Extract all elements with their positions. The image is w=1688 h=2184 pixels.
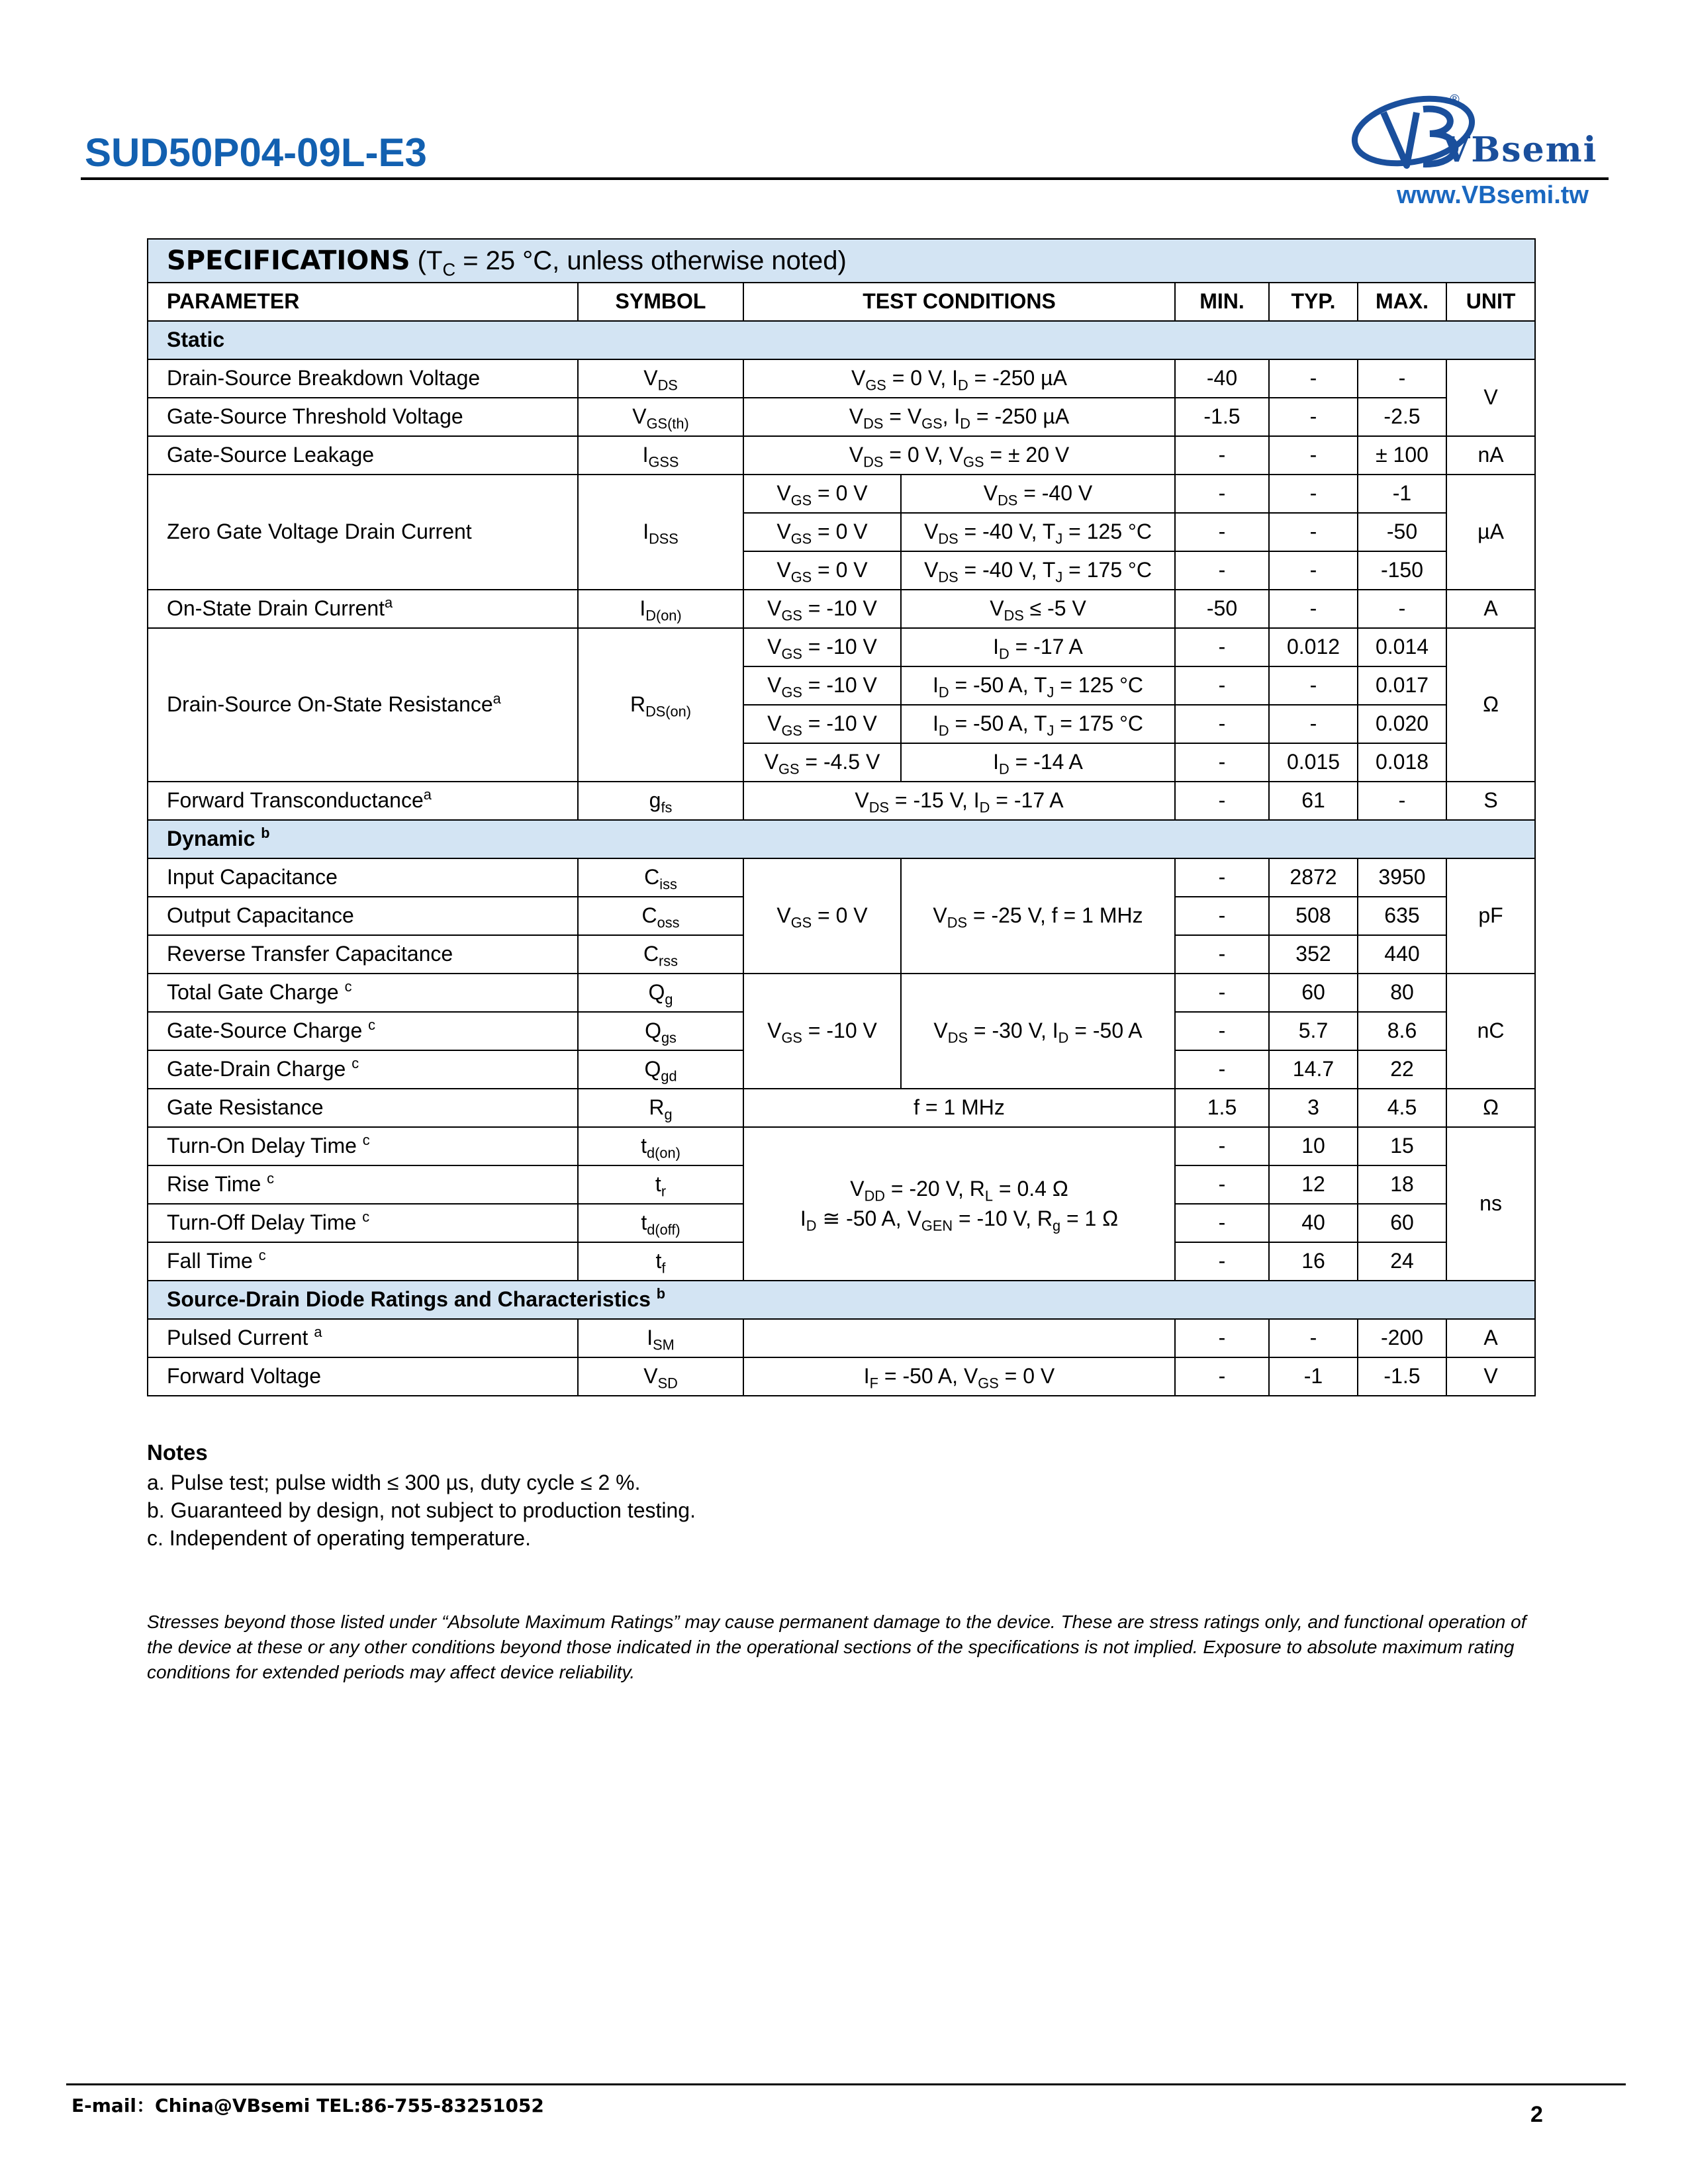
min-tdon: - (1175, 1127, 1269, 1165)
min-rdson-4: - (1175, 743, 1269, 782)
max-tr: 18 (1358, 1165, 1446, 1204)
cond-idss-vds-2: $V_{DS} = -40$ V, $T_J = 125$ °C (901, 513, 1175, 551)
max-igss: ± 100 (1358, 436, 1446, 475)
cond-rdson-id-2: $I_D = -50$ A, $T_J = 125$ °C (901, 666, 1175, 705)
symbol-gfs: $g_{fs}$ (578, 782, 743, 820)
max-tf: 24 (1358, 1242, 1446, 1281)
max-gfs: - (1358, 782, 1446, 820)
typ-ism: - (1269, 1319, 1358, 1357)
param-crss: Reverse Transfer Capacitance (148, 935, 578, 974)
typ-tf: 16 (1269, 1242, 1358, 1281)
table-title-bold: SPECIFICATIONS (167, 246, 410, 276)
param-coss: Output Capacitance (148, 897, 578, 935)
section-static (148, 321, 1535, 359)
logo-text: VBsemi (1443, 130, 1598, 170)
typ-tr: 12 (1269, 1165, 1358, 1204)
table-row (148, 436, 1535, 475)
cond-cap-vds: $V_{DS} = -25$ V, f = 1 MHz (901, 858, 1175, 974)
table-row (148, 590, 1535, 628)
typ-ciss: 2872 (1269, 858, 1358, 897)
max-idss-1: -1 (1358, 475, 1446, 513)
min-coss: - (1175, 897, 1269, 935)
typ-tdoff: 40 (1269, 1204, 1358, 1242)
min-idss-1: - (1175, 475, 1269, 513)
typ-coss: 508 (1269, 897, 1358, 935)
max-qg: 80 (1358, 974, 1446, 1012)
min-ism: - (1175, 1319, 1269, 1357)
cond-rdson-vgs-1: $V_{GS} = -10$ V (743, 628, 901, 666)
symbol-rg: $R_g$ (578, 1089, 743, 1127)
param-igss: Gate-Source Leakage (148, 436, 578, 475)
typ-idss-2: - (1269, 513, 1358, 551)
unit-igss: nA (1446, 436, 1535, 475)
max-rdson-1: 0.014 (1358, 628, 1446, 666)
typ-igss: - (1269, 436, 1358, 475)
section-diode (148, 1281, 1535, 1319)
section-diode-label: Source-Drain Diode Ratings and Characteristics $^b$ (148, 1281, 1535, 1319)
cond-rdson-id-3: $I_D = -50$ A, $T_J = 175$ °C (901, 705, 1175, 743)
max-ciss: 3950 (1358, 858, 1446, 897)
note-b: b. Guaranteed by design, not subject to production testing. (147, 1498, 696, 1522)
max-vsd: -1.5 (1358, 1357, 1446, 1396)
cond-idon-vds: $V_{DS} \le -5$ V (901, 590, 1175, 628)
table-row (148, 628, 1535, 666)
max-rg: 4.5 (1358, 1089, 1446, 1127)
table-row (148, 974, 1535, 1012)
symbol-igss: $I_{GSS}$ (578, 436, 743, 475)
unit-vsd: V (1446, 1357, 1535, 1396)
typ-bvdss: - (1269, 359, 1358, 398)
unit-idon: A (1446, 590, 1535, 628)
disclaimer-text: Stresses beyond those listed under “Absolute Maximum Ratings” may cause permanent damage to the device. These are stress ratings only, and functional operation of the device at these or any other conditions beyond those indicated in the operational sections of the specifications is not implied. Exposure to absolute maximum rating conditions for extended periods may affect device reliability. (147, 1612, 1526, 1682)
unit-rg: Ω (1446, 1089, 1535, 1127)
max-ism: -200 (1358, 1319, 1446, 1357)
part-number-title: SUD50P04-09L-E3 (85, 130, 427, 175)
param-tdon: Turn-On Delay Time $^c$ (148, 1127, 578, 1165)
cond-idss-vgs-2: $V_{GS} = 0$ V (743, 513, 901, 551)
min-vsd: - (1175, 1357, 1269, 1396)
typ-vsd: -1 (1269, 1357, 1358, 1396)
table-title-text-post: = 25 °C, unless otherwise noted) (455, 246, 847, 275)
registered-mark: ® (1450, 93, 1460, 107)
min-tr: - (1175, 1165, 1269, 1204)
unit-charge: nC (1446, 974, 1535, 1089)
table-row (148, 1357, 1535, 1396)
param-idon: On-State Drain Current$^a$ (148, 590, 578, 628)
max-idss-2: -50 (1358, 513, 1446, 551)
cond-igss: $V_{DS} = 0$ V, $V_{GS}$ = ± 20 V (743, 436, 1175, 475)
min-ciss: - (1175, 858, 1269, 897)
max-vgsth: -2.5 (1358, 398, 1446, 436)
symbol-idss: $I_{DSS}$ (578, 475, 743, 590)
typ-vgsth: - (1269, 398, 1358, 436)
table-title-row (148, 239, 1535, 283)
cond-idss-vgs-1: $V_{GS} = 0$ V (743, 475, 901, 513)
cond-qg-vgs: $V_{GS} = -10$ V (743, 974, 901, 1089)
cond-ism (743, 1319, 1175, 1357)
section-dynamic-label: Dynamic $^b$ (148, 820, 1535, 858)
unit-gfs: S (1446, 782, 1535, 820)
typ-rdson-1: 0.012 (1269, 628, 1358, 666)
min-tdoff: - (1175, 1204, 1269, 1242)
col-test-conditions: TEST CONDITIONS (743, 283, 1175, 321)
cond-rg: f = 1 MHz (743, 1089, 1175, 1127)
param-bvdss: Drain-Source Breakdown Voltage (148, 359, 578, 398)
cond-qg-vds: $V_{DS} = -30$ V, $I_D = -50$ A (901, 974, 1175, 1089)
symbol-rdson: $R_{DS(on)}$ (578, 628, 743, 782)
cond-vgsth: $V_{DS} = V_{GS}$, $I_D = -250$ µA (743, 398, 1175, 436)
min-rg: 1.5 (1175, 1089, 1269, 1127)
param-tf: Fall Time $^c$ (148, 1242, 578, 1281)
unit-time: ns (1446, 1127, 1535, 1281)
typ-rdson-3: - (1269, 705, 1358, 743)
max-idss-3: -150 (1358, 551, 1446, 590)
cond-gfs: $V_{DS} = -15$ V, $I_D = -17$ A (743, 782, 1175, 820)
min-gfs: - (1175, 782, 1269, 820)
symbol-tr: $t_r$ (578, 1165, 743, 1204)
table-title-sub: C (442, 259, 456, 280)
min-idss-3: - (1175, 551, 1269, 590)
typ-crss: 352 (1269, 935, 1358, 974)
min-idon: -50 (1175, 590, 1269, 628)
notes-title: Notes (147, 1440, 208, 1465)
typ-rdson-2: - (1269, 666, 1358, 705)
table-row (148, 359, 1535, 398)
max-tdon: 15 (1358, 1127, 1446, 1165)
typ-gfs: 61 (1269, 782, 1358, 820)
footer-contact: E-mail：China@VBsemi TEL:86-755-83251052 (71, 2095, 544, 2116)
cond-idss-vgs-3: $V_{GS} = 0$ V (743, 551, 901, 590)
typ-tdon: 10 (1269, 1127, 1358, 1165)
min-tf: - (1175, 1242, 1269, 1281)
col-max: MAX. (1358, 283, 1446, 321)
typ-idss-1: - (1269, 475, 1358, 513)
cond-cap-vgs: $V_{GS} = 0$ V (743, 858, 901, 974)
param-rg: Gate Resistance (148, 1089, 578, 1127)
column-header-row (148, 283, 1535, 321)
max-coss: 635 (1358, 897, 1446, 935)
param-vgsth: Gate-Source Threshold Voltage (148, 398, 578, 436)
symbol-qg: $Q_g$ (578, 974, 743, 1012)
min-crss: - (1175, 935, 1269, 974)
typ-qg: 60 (1269, 974, 1358, 1012)
max-idon: - (1358, 590, 1446, 628)
min-rdson-2: - (1175, 666, 1269, 705)
col-symbol: SYMBOL (578, 283, 743, 321)
col-parameter: PARAMETER (148, 283, 578, 321)
symbol-idon: $I_{D(on)}$ (578, 590, 743, 628)
param-ism: Pulsed Current $^a$ (148, 1319, 578, 1357)
max-rdson-4: 0.018 (1358, 743, 1446, 782)
unit-ism: A (1446, 1319, 1535, 1357)
cond-idss-vds-1: $V_{DS} = -40$ V (901, 475, 1175, 513)
typ-qgs: 5.7 (1269, 1012, 1358, 1050)
symbol-vds: $V_{DS}$ (578, 359, 743, 398)
cond-bvdss: $V_{GS} = 0$ V, $I_D = -250$ µA (743, 359, 1175, 398)
param-qgd: Gate-Drain Charge $^c$ (148, 1050, 578, 1089)
min-rdson-3: - (1175, 705, 1269, 743)
max-rdson-2: 0.017 (1358, 666, 1446, 705)
symbol-crss: $C_{rss}$ (578, 935, 743, 974)
typ-rg: 3 (1269, 1089, 1358, 1127)
table-row (148, 782, 1535, 820)
symbol-ism: $I_{SM}$ (578, 1319, 743, 1357)
min-idss-2: - (1175, 513, 1269, 551)
symbol-tdon: $t_{d(on)}$ (578, 1127, 743, 1165)
unit-rdson: Ω (1446, 628, 1535, 782)
min-igss: - (1175, 436, 1269, 475)
min-bvdss: -40 (1175, 359, 1269, 398)
table-row (148, 1127, 1535, 1165)
website-link[interactable]: www.VBsemi.tw (1397, 181, 1589, 209)
cond-idon-vgs: $V_{GS} = -10$ V (743, 590, 901, 628)
cond-vsd: $I_F = -50$ A, $V_{GS} = 0$ V (743, 1357, 1175, 1396)
max-tdoff: 60 (1358, 1204, 1446, 1242)
max-rdson-3: 0.020 (1358, 705, 1446, 743)
cond-rdson-vgs-3: $V_{GS} = -10$ V (743, 705, 901, 743)
typ-rdson-4: 0.015 (1269, 743, 1358, 782)
symbol-ciss: $C_{iss}$ (578, 858, 743, 897)
min-qg: - (1175, 974, 1269, 1012)
symbol-vsd: $V_{SD}$ (578, 1357, 743, 1396)
table-row (148, 1319, 1535, 1357)
specifications-table (147, 238, 1536, 1396)
unit-volt: V (1446, 359, 1535, 436)
param-tdoff: Turn-Off Delay Time $^c$ (148, 1204, 578, 1242)
param-vsd: Forward Voltage (148, 1357, 578, 1396)
page-number: 2 (1530, 2102, 1543, 2127)
symbol-qgd: $Q_{gd}$ (578, 1050, 743, 1089)
min-vgsth: -1.5 (1175, 398, 1269, 436)
section-dynamic (148, 820, 1535, 858)
footer-rule (66, 2083, 1626, 2085)
unit-cap: pF (1446, 858, 1535, 974)
cond-rdson-id-4: $I_D = -14$ A (901, 743, 1175, 782)
param-ciss: Input Capacitance (148, 858, 578, 897)
param-idss: Zero Gate Voltage Drain Current (148, 475, 578, 590)
col-unit: UNIT (1446, 283, 1535, 321)
max-bvdss: - (1358, 359, 1446, 398)
typ-idon: - (1269, 590, 1358, 628)
typ-idss-3: - (1269, 551, 1358, 590)
table-row (148, 1089, 1535, 1127)
max-crss: 440 (1358, 935, 1446, 974)
param-gfs: Forward Transconductance$^a$ (148, 782, 578, 820)
symbol-tdoff: $t_{d(off)}$ (578, 1204, 743, 1242)
param-rdson: Drain-Source On-State Resistance$^a$ (148, 628, 578, 782)
param-qg: Total Gate Charge $^c$ (148, 974, 578, 1012)
cond-rdson-vgs-4: $V_{GS} = -4.5$ V (743, 743, 901, 782)
max-qgd: 22 (1358, 1050, 1446, 1089)
symbol-qgs: $Q_{gs}$ (578, 1012, 743, 1050)
cond-rdson-id-1: $I_D = -17$ A (901, 628, 1175, 666)
table-title-text: (T (410, 246, 443, 275)
min-qgd: - (1175, 1050, 1269, 1089)
section-static-label: Static (148, 321, 1535, 359)
min-qgs: - (1175, 1012, 1269, 1050)
param-tr: Rise Time $^c$ (148, 1165, 578, 1204)
table-row (148, 475, 1535, 513)
table-title (148, 239, 1535, 283)
unit-idss: µA (1446, 475, 1535, 590)
min-rdson-1: - (1175, 628, 1269, 666)
symbol-coss: $C_{oss}$ (578, 897, 743, 935)
table-row (148, 858, 1535, 897)
note-c: c. Independent of operating temperature. (147, 1526, 531, 1550)
note-a: a. Pulse test; pulse width ≤ 300 µs, duty cycle ≤ 2 %. (147, 1471, 641, 1494)
cond-switching: $V_{DD} = -20$ V, $R_L = 0.4$ Ω $I_D$ ≅ -50 A, $V_{GEN} = -10$ V, $R_g = 1$ Ω (743, 1127, 1175, 1281)
symbol-vgsth: $V_{GS(th)}$ (578, 398, 743, 436)
col-min: MIN. (1175, 283, 1269, 321)
typ-qgd: 14.7 (1269, 1050, 1358, 1089)
param-qgs: Gate-Source Charge $^c$ (148, 1012, 578, 1050)
max-qgs: 8.6 (1358, 1012, 1446, 1050)
cond-idss-vds-3: $V_{DS} = -40$ V, $T_J = 175$ °C (901, 551, 1175, 590)
cond-rdson-vgs-2: $V_{GS} = -10$ V (743, 666, 901, 705)
col-typ: TYP. (1269, 283, 1358, 321)
symbol-tf: $t_f$ (578, 1242, 743, 1281)
table-row (148, 398, 1535, 436)
